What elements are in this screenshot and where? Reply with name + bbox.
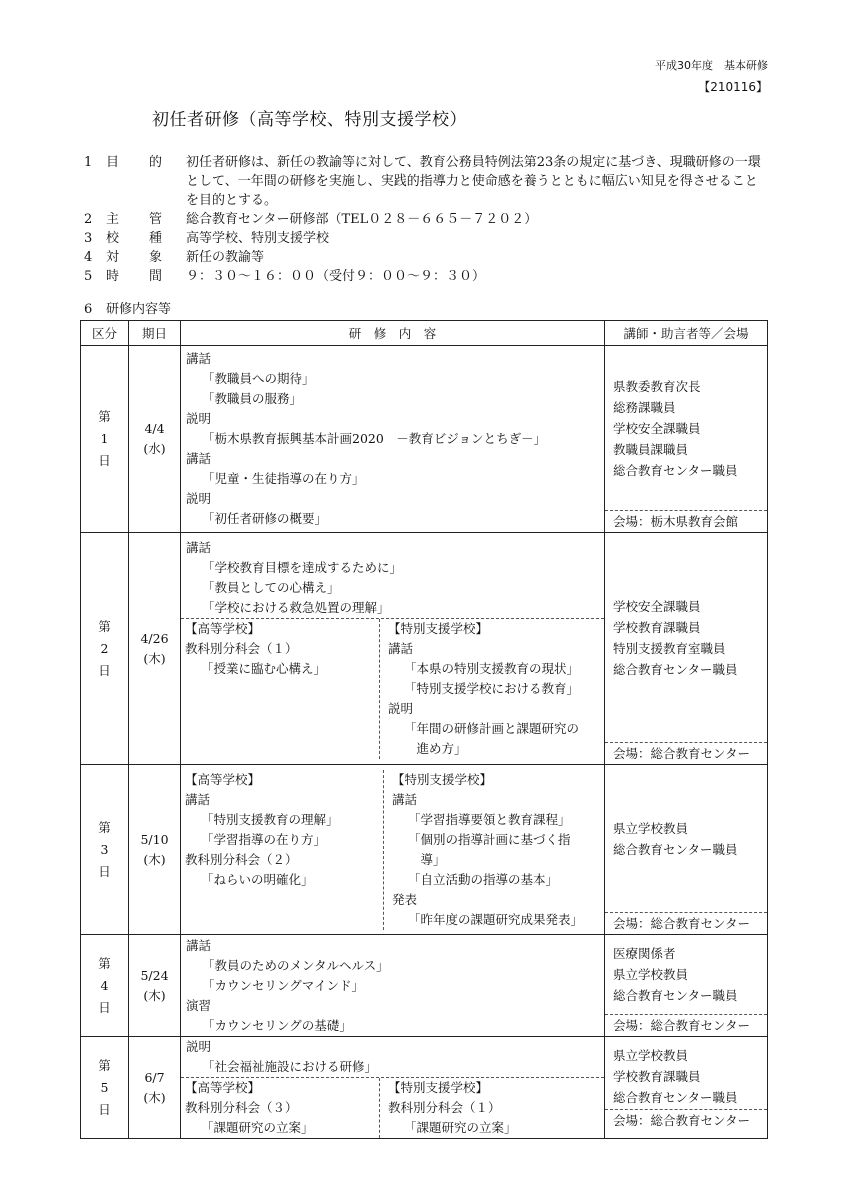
session-type: 説明: [186, 411, 212, 426]
staff-name: 県立学校教員: [613, 967, 689, 982]
outline-item-6: [84, 300, 171, 319]
page-title: 初任者研修（高等学校、特別支援学校）: [152, 110, 467, 130]
session-topic: 「教員のためのメンタルヘルス」: [202, 957, 389, 973]
day-label: [81, 346, 129, 533]
session-topic: 「特別支援学校における教育」: [404, 681, 580, 696]
staff-name: 学校安全課職員: [613, 598, 701, 614]
session-topic: 「特別支援教育の理解」: [201, 811, 339, 827]
staff-wrap: [605, 346, 767, 532]
staff-list: [605, 533, 767, 742]
session-type: 講話: [392, 791, 418, 807]
session-topic: 「本県の特別支援教育の現状」: [404, 661, 580, 676]
day-date: [129, 765, 181, 935]
session-topic: 導」: [408, 851, 446, 867]
item-text-line: として、一年間の研修を実施し、実践的指導力と使命感を養うとともに幅広い知見を得させること: [186, 174, 758, 189]
item-label: [106, 267, 162, 286]
session-type: 教科別分科会（３）: [185, 1100, 298, 1115]
date-value: 5/10: [140, 831, 169, 847]
session-content: [181, 1037, 605, 1139]
session-type: 教科別分科会（２）: [185, 851, 298, 867]
item-label-char: 的: [148, 155, 162, 170]
date-value: 4/26: [140, 630, 169, 646]
date-value: 6/7: [144, 1069, 165, 1085]
day-label-char: 日: [98, 453, 111, 468]
staff-list: [605, 1044, 767, 1109]
staff-name: 特別支援教育室職員: [613, 640, 726, 656]
staff-name: 総合教育センター職員: [613, 841, 738, 857]
date-value: 5/24: [140, 967, 169, 983]
session-type: 講話: [186, 937, 212, 953]
session-topic: 「教職員の服務」: [202, 391, 303, 406]
item-label-char: 象: [148, 250, 162, 265]
venue-label: 会場：栃木県教育会館: [605, 510, 767, 532]
content-block: [181, 349, 604, 529]
item-label-char: 主: [106, 212, 120, 227]
day-label: [81, 533, 129, 765]
staff-list: [605, 346, 767, 510]
item-label-char: 種: [148, 231, 162, 246]
table-row: [81, 935, 768, 1037]
day-label-char: 第: [98, 618, 111, 634]
session-topic: 「学習指導の在り方」: [201, 831, 327, 847]
day-label-char: 第: [98, 819, 111, 835]
session-type: 説明: [186, 491, 212, 506]
staff-wrap: [605, 935, 767, 1036]
venue-label: 会場：総合教育センター: [605, 912, 767, 934]
content-high-school: [181, 770, 383, 930]
schedule-table: [80, 320, 768, 1139]
day-label-char: 日: [98, 662, 111, 678]
venue-label: 会場：総合教育センター: [605, 1014, 767, 1036]
day-label-char: 日: [98, 863, 111, 879]
staff-cell: [605, 1037, 768, 1139]
day-label-char: 4: [100, 977, 109, 993]
staff-name: 総合教育センター職員: [613, 462, 738, 478]
day-label-char: 3: [100, 841, 109, 857]
venue-label: 会場：総合教育センター: [605, 742, 767, 764]
item-label-char: 間: [148, 269, 162, 284]
session-content: [181, 935, 605, 1037]
date-weekday: (木): [143, 1089, 166, 1105]
item-label: [106, 248, 162, 267]
session-topic: 「学校教育目標を達成するために」: [202, 560, 403, 575]
session-topic: 「年間の研修計画と課題研究の: [404, 721, 580, 736]
item-number: 4: [84, 250, 93, 265]
table-row: [81, 1037, 768, 1139]
item-label-char: 管: [148, 212, 162, 227]
session-type: 【高等学校】: [185, 1080, 261, 1095]
session-content: [181, 765, 605, 935]
session-topic: 「教職員への期待」: [202, 371, 315, 386]
session-topic: 「課題研究の立案」: [201, 1120, 314, 1135]
date-weekday: (水): [143, 441, 166, 456]
item-label-char: 目: [106, 155, 120, 170]
session-topic: 「学習指導要領と教育課程」: [408, 811, 571, 827]
session-topic: 「学校における救急処置の理解」: [202, 600, 390, 615]
day-label-char: 第: [98, 955, 111, 971]
session-type: 講話: [186, 451, 212, 466]
outline-item: [84, 267, 784, 286]
staff-name: 教職員課職員: [613, 441, 689, 457]
day-label-char: 第: [98, 1057, 111, 1073]
item-text: [186, 210, 784, 229]
day-label: [81, 765, 129, 935]
content-high-school: [181, 1078, 379, 1138]
item-label-char: 対: [106, 250, 120, 265]
session-type: 講話: [186, 351, 212, 366]
item-number: 2: [84, 212, 93, 227]
table-row: [81, 533, 768, 765]
session-topic: 「カウンセリングの基礎」: [202, 1017, 352, 1033]
session-topic: 「栃木県教育振興基本計画2020 －教育ビジョンとちぎ－」: [202, 431, 547, 446]
session-type: 【高等学校】: [185, 621, 261, 636]
item-text-line: 総合教育センター研修部（TEL０２８－６６５－７２０２）: [186, 212, 538, 227]
table-row: [81, 346, 768, 533]
day-label-char: 日: [98, 1101, 111, 1117]
table-header-row: [81, 321, 768, 346]
header-staff: 講師・助言者等／会場: [605, 321, 768, 346]
content-split: [181, 1077, 604, 1138]
item-text: [186, 153, 784, 210]
session-topic: 「児童・生徒指導の在り方」: [202, 471, 365, 486]
staff-wrap: [605, 765, 767, 934]
staff-name: 県立学校教員: [613, 1048, 689, 1063]
content-common: [181, 1037, 604, 1077]
item-text-line: 新任の教諭等: [186, 250, 265, 265]
staff-name: 県教委教育次長: [613, 378, 701, 394]
session-type: 教科別分科会（１）: [388, 1100, 501, 1115]
session-topic: 「初任者研修の概要」: [202, 511, 328, 526]
item-text-line: 高等学校、特別支援学校: [186, 231, 330, 246]
day-label: [81, 1037, 129, 1139]
item-number: 3: [84, 231, 93, 246]
staff-name: 総合教育センター職員: [613, 988, 738, 1003]
day-date: [129, 346, 181, 533]
day-label-char: 1: [100, 431, 109, 446]
session-topic: 「カウンセリングマインド」: [202, 977, 365, 993]
header-date: 期日: [129, 321, 181, 346]
staff-wrap: [605, 1044, 767, 1131]
session-type: 【特別支援学校】: [388, 621, 489, 636]
session-topic: 「課題研究の立案」: [404, 1120, 517, 1135]
item-text-line: を目的とする。: [186, 193, 278, 208]
item-number: 6: [84, 302, 93, 317]
content-high-school: [181, 619, 379, 759]
session-type: 【特別支援学校】: [388, 1080, 489, 1095]
outline-item: [84, 229, 784, 248]
content-split: [181, 770, 604, 930]
session-topic: 進め方」: [404, 741, 467, 756]
content-special-support: [379, 1078, 604, 1138]
session-type: 講話: [388, 641, 414, 656]
day-label-char: 5: [100, 1079, 109, 1095]
staff-name: 学校教育課職員: [613, 1069, 701, 1084]
session-type: 講話: [186, 540, 212, 555]
content-special-support: [379, 619, 604, 759]
staff-name: 学校安全課職員: [613, 420, 701, 436]
staff-name: 総合教育センター職員: [613, 661, 738, 677]
session-topic: 「ねらいの明確化」: [201, 871, 314, 887]
session-type: 【特別支援学校】: [392, 771, 493, 787]
outline-item: [84, 153, 784, 210]
item-number: 5: [84, 269, 93, 284]
item-label: [106, 153, 162, 210]
outline-item: [84, 248, 784, 267]
item-text: [186, 229, 784, 248]
day-date: [129, 1037, 181, 1139]
day-date: [129, 533, 181, 765]
date-weekday: (木): [143, 650, 166, 666]
session-topic: 「自立活動の指導の基本」: [408, 871, 559, 887]
staff-name: 総合教育センター職員: [613, 1090, 738, 1105]
item-label: [106, 229, 162, 248]
staff-name: 県立学校教員: [613, 820, 689, 836]
session-content: [181, 346, 605, 533]
session-type: 【高等学校】: [185, 771, 261, 787]
staff-list: [605, 765, 767, 912]
item-label-char: 校: [106, 231, 120, 246]
session-content: [181, 533, 605, 765]
content-common: [181, 538, 604, 618]
outline-items: [84, 153, 784, 286]
date-value: 4/4: [144, 421, 165, 436]
session-topic: 「授業に臨む心構え」: [201, 661, 327, 676]
session-type: 説明: [388, 701, 414, 716]
content-split: [181, 618, 604, 759]
outline-item: [84, 210, 784, 229]
table-row: [81, 765, 768, 935]
day-label-char: 2: [100, 640, 109, 656]
venue-label: 会場：総合教育センター: [605, 1109, 767, 1131]
item-label: [106, 210, 162, 229]
header-year: 平成30年度 基本研修: [655, 59, 768, 72]
session-topic: 「昨年度の課題研究成果発表」: [408, 911, 584, 927]
date-weekday: (木): [143, 851, 166, 867]
item-text-line: ９：３０～１６：００（受付９：００～９：３０）: [186, 269, 486, 284]
session-type: 教科別分科会（１）: [185, 641, 298, 656]
content-block: [181, 936, 604, 1036]
day-date: [129, 935, 181, 1037]
item-text: [186, 267, 784, 286]
session-type: 発表: [392, 891, 418, 907]
session-topic: 「社会福祉施設における研修」: [202, 1059, 378, 1074]
date-weekday: (木): [143, 987, 166, 1003]
day-label-char: 日: [98, 999, 111, 1015]
header-kubun: 区分: [81, 321, 129, 346]
staff-cell: [605, 533, 768, 765]
staff-name: 学校教育課職員: [613, 619, 701, 635]
header-content: 研 修 内 容: [181, 321, 605, 346]
day-label: [81, 935, 129, 1037]
session-type: 演習: [186, 997, 212, 1013]
session-type: 講話: [185, 791, 211, 807]
staff-cell: [605, 346, 768, 533]
session-topic: 「個別の指導計画に基づく指: [408, 831, 571, 847]
staff-cell: [605, 765, 768, 935]
session-type: 説明: [186, 1039, 212, 1054]
content-special-support: [383, 770, 604, 930]
session-topic: 「教員としての心構え」: [202, 580, 340, 595]
item-number: 1: [84, 155, 93, 170]
staff-wrap: [605, 533, 767, 764]
day-label-char: 第: [98, 409, 111, 424]
item-text-line: 初任者研修は、新任の教諭等に対して、教育公務員特例法第23条の規定に基づき、現職研修の一環: [186, 155, 761, 170]
item-text: [186, 248, 784, 267]
item-label-char: 時: [106, 269, 120, 284]
staff-cell: [605, 935, 768, 1037]
item-text: 研修内容等: [106, 302, 172, 317]
staff-name: 総務課職員: [613, 399, 676, 415]
staff-name: 医療関係者: [613, 946, 676, 961]
staff-list: [605, 935, 767, 1014]
header-code: 【210116】: [698, 80, 768, 94]
